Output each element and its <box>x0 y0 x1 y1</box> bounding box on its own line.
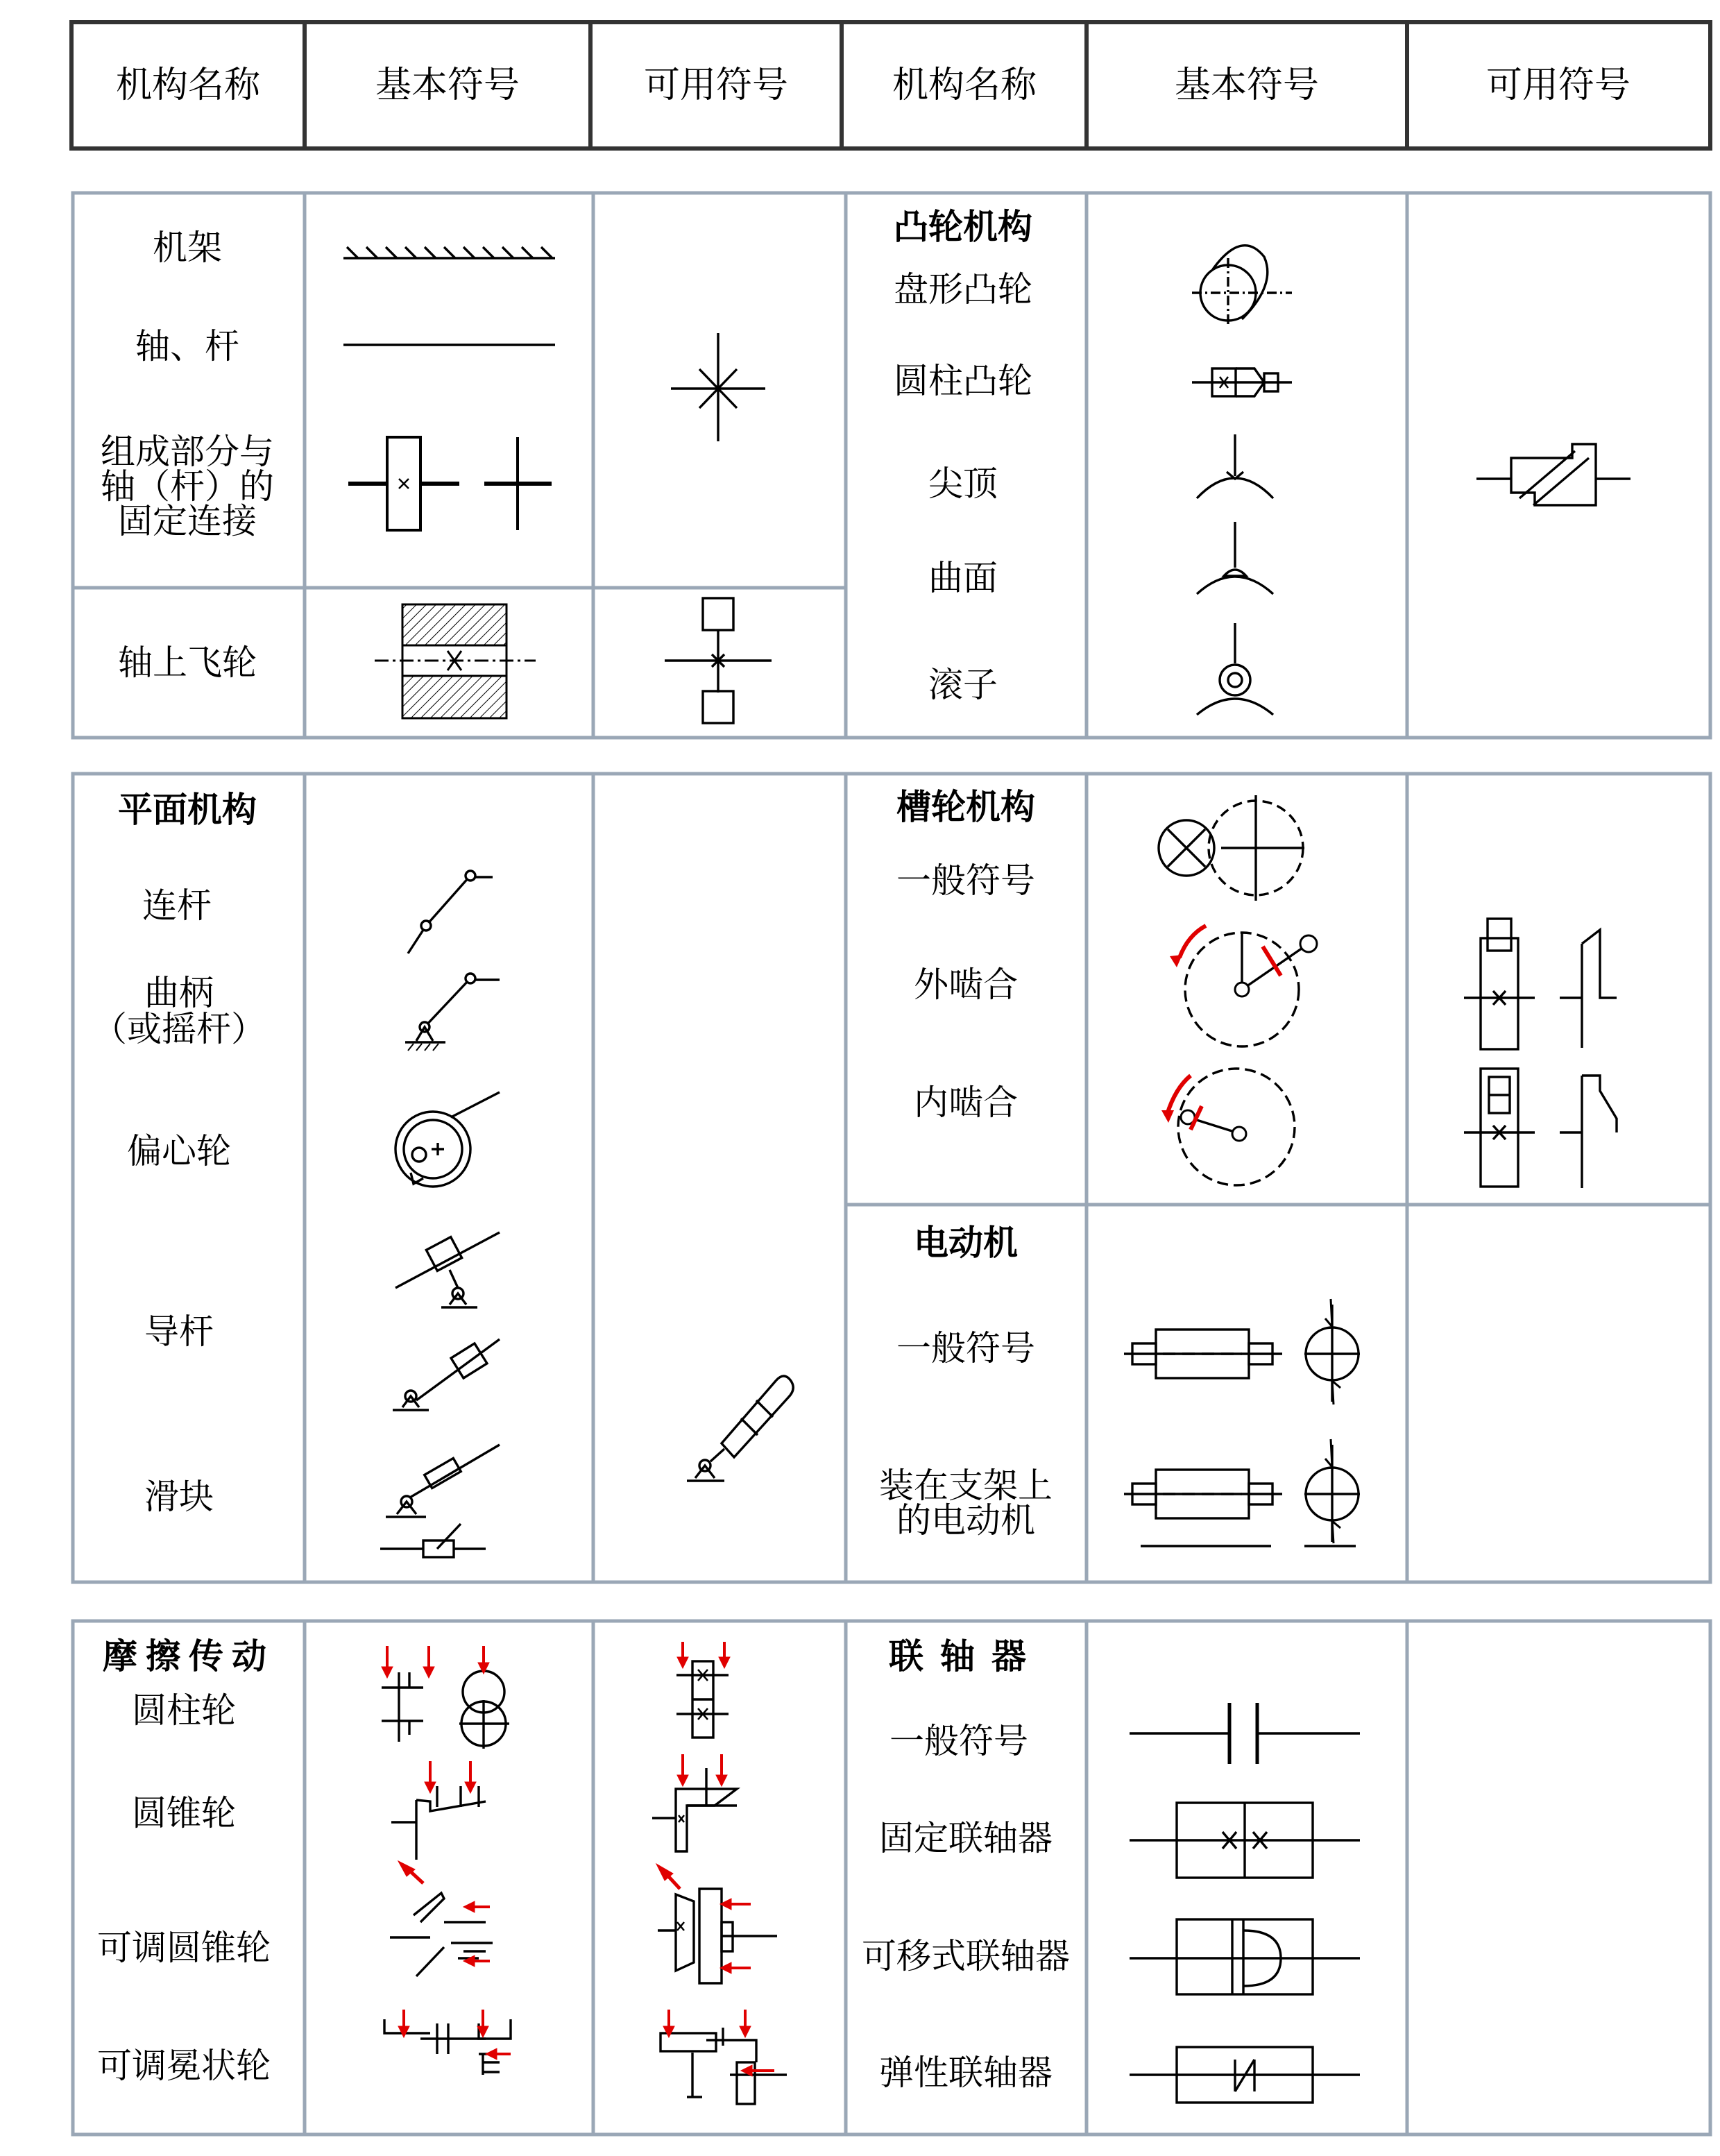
label-internal-mesh: 内啮合 <box>914 1083 1018 1123</box>
header-table <box>71 22 1710 148</box>
label-coupling-title: 联轴器 <box>889 1636 1043 1677</box>
external-mesh-symbol <box>1170 926 1317 1046</box>
label-flywheel: 轴上飞轮 <box>118 643 257 683</box>
flywheel-alt-symbol <box>665 598 772 723</box>
pointed-follower-symbol <box>1197 434 1273 498</box>
friction-adj-crown-basic-symbol <box>384 2010 511 2075</box>
label-eccentric: 偏心轮 <box>127 1131 231 1171</box>
coupling-general-symbol <box>1130 1703 1360 1764</box>
friction-bevel-alt-symbol <box>652 1754 737 1851</box>
label-bevel-wheel: 圆锥轮 <box>132 1793 236 1833</box>
friction-adj-crown-alt-symbol <box>661 2010 787 2104</box>
label-pointed: 尖顶 <box>928 464 998 504</box>
eccentric-symbol <box>395 1092 500 1187</box>
label-adj-crown: 可调冕状轮 <box>97 2046 271 2086</box>
label-movable-coupling: 可移式联轴器 <box>862 1936 1070 1976</box>
internal-mesh-symbol <box>1161 1069 1295 1185</box>
disc-cam-symbol <box>1192 246 1292 326</box>
label-planar-title: 平面机构 <box>118 790 257 830</box>
label-cylinder-wheel: 圆柱轮 <box>132 1690 236 1731</box>
label-fixed-line3: 固定连接 <box>118 501 257 541</box>
frame-symbol <box>343 247 555 258</box>
label-cyl-cam: 圆柱凸轮 <box>894 361 1032 401</box>
movable-coupling-symbol <box>1130 1919 1360 1994</box>
label-roller: 滚子 <box>928 665 998 705</box>
label-adj-bevel: 可调圆锥轮 <box>97 1928 271 1968</box>
friction-adj-bevel-alt-symbol <box>656 1864 777 1983</box>
curved-follower-symbol <box>1197 522 1273 594</box>
roller-follower-symbol <box>1197 623 1273 715</box>
label-motor-general: 一般符号 <box>896 1328 1035 1368</box>
friction-bevel-basic-symbol <box>391 1761 486 1860</box>
label-crank-line1: 曲柄 <box>144 973 214 1013</box>
label-cam-title: 凸轮机构 <box>894 207 1032 247</box>
guide-symbol <box>393 1232 500 1410</box>
header-col-basic-2: 基本符号 <box>1174 65 1320 106</box>
geneva-general-symbol <box>1159 795 1304 901</box>
motor-general-symbol <box>1124 1299 1360 1404</box>
link-symbol <box>408 871 493 953</box>
label-coupling-general: 一般符号 <box>889 1721 1028 1761</box>
label-friction-title: 摩擦传动 <box>103 1636 275 1677</box>
label-guide: 导杆 <box>144 1312 214 1352</box>
label-elastic-coupling: 弹性联轴器 <box>879 2053 1053 2093</box>
section1-grid <box>73 193 1710 738</box>
header-col-name-2: 机构名称 <box>892 65 1037 106</box>
label-motor-mounted-line1: 装在支架上 <box>879 1466 1053 1506</box>
star-joint-symbol <box>671 333 765 441</box>
crank-symbol <box>405 974 500 1051</box>
cylinder-cam-symbol <box>1192 368 1292 396</box>
label-slider: 滑块 <box>144 1477 214 1517</box>
section2-grid <box>73 774 1710 1582</box>
label-crank-line2: （或摇杆） <box>92 1009 266 1049</box>
label-fixed-coupling: 固定联轴器 <box>879 1818 1053 1858</box>
label-shaft: 轴、杆 <box>135 326 239 366</box>
header-col-alt-1: 可用符号 <box>643 65 789 106</box>
label-fixed-line1: 组成部分与 <box>101 432 274 472</box>
label-fixed-line2: 轴（杆）的 <box>101 466 274 507</box>
label-link: 连杆 <box>142 885 212 926</box>
slider-alt-symbol <box>687 1376 793 1481</box>
header-col-name-1: 机构名称 <box>115 65 261 106</box>
fixed-connection-symbol <box>348 437 552 530</box>
label-motor-mounted-line2: 的电动机 <box>896 1500 1035 1540</box>
friction-adj-bevel-basic-symbol <box>390 1861 493 1976</box>
label-external-mesh: 外啮合 <box>914 965 1018 1005</box>
label-motor-title: 电动机 <box>914 1223 1018 1263</box>
geneva-alt-symbol <box>1464 919 1617 1188</box>
label-curved: 曲面 <box>928 558 998 598</box>
elastic-coupling-symbol <box>1130 2047 1360 2103</box>
slider-symbol <box>380 1445 500 1557</box>
fixed-coupling-symbol <box>1130 1803 1360 1878</box>
friction-cylinder-basic-symbol <box>382 1646 509 1749</box>
header-col-basic-1: 基本符号 <box>375 65 520 106</box>
label-geneva-general: 一般符号 <box>896 860 1035 901</box>
motor-mounted-symbol <box>1124 1439 1360 1546</box>
header-col-alt-2: 可用符号 <box>1485 65 1631 106</box>
label-frame: 机架 <box>153 228 222 268</box>
label-geneva-title: 槽轮机构 <box>896 787 1035 827</box>
flywheel-basic-symbol <box>375 604 536 718</box>
cam-alt-symbol <box>1476 444 1630 505</box>
label-disc-cam: 盘形凸轮 <box>894 269 1032 309</box>
friction-cylinder-alt-symbol <box>676 1642 730 1738</box>
